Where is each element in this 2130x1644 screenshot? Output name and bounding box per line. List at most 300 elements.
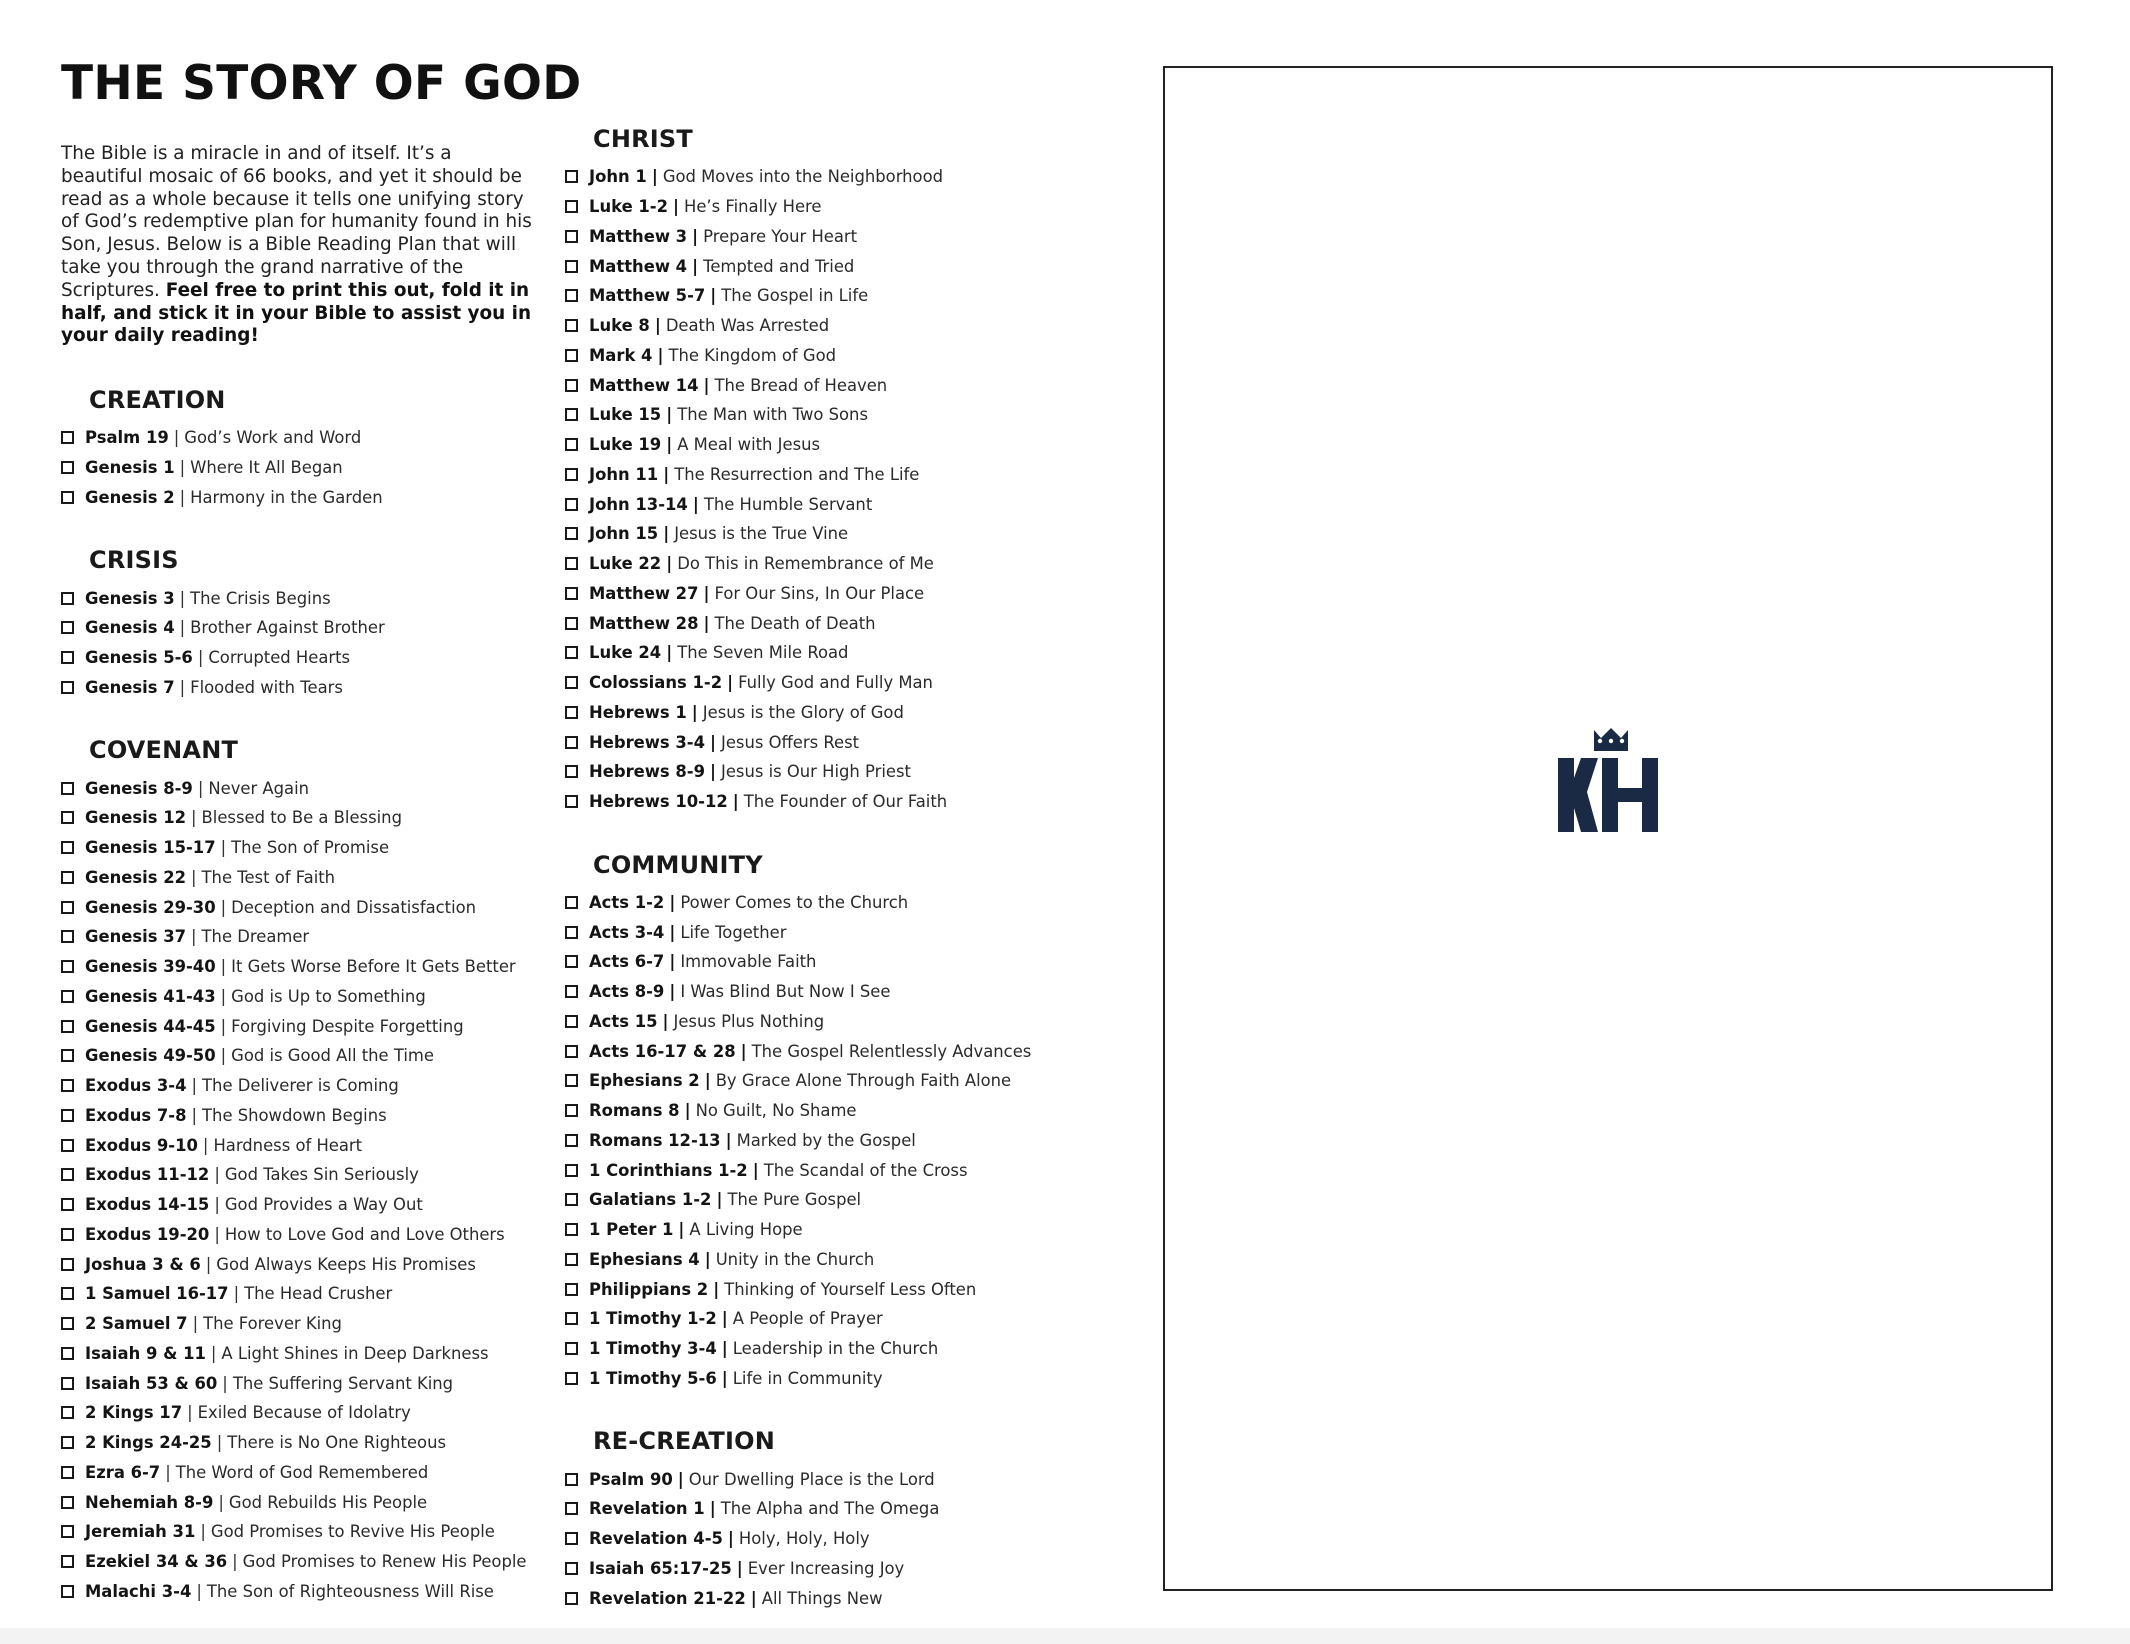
scripture-reference: Genesis 41-43 (85, 986, 216, 1006)
scripture-reference: Exodus 9-10 (85, 1135, 198, 1155)
reading-title: God Provides a Way Out (224, 1195, 423, 1215)
reading-item (565, 787, 1125, 817)
checkbox[interactable] (565, 527, 578, 540)
reading-title: The Scandal of the Cross (763, 1160, 968, 1180)
separator: | (666, 405, 673, 425)
reading-title: The Death of Death (714, 613, 876, 633)
reading-title: Exiled Because of Idolatry (197, 1403, 411, 1423)
checkbox[interactable] (61, 1079, 74, 1092)
reading-title: God is Up to Something (231, 986, 426, 1006)
reading-item (565, 1494, 1125, 1524)
scripture-reference: Genesis 4 (85, 618, 175, 638)
reading-title: The Pure Gospel (727, 1190, 862, 1210)
reading-item (61, 423, 561, 453)
reading-item (565, 341, 1125, 371)
scripture-reference: Genesis 39-40 (85, 957, 216, 977)
reading-item (565, 549, 1125, 579)
separator: | (710, 286, 717, 306)
scripture-reference: Matthew 4 (589, 256, 688, 276)
separator: | (214, 1195, 220, 1215)
checkbox[interactable] (565, 955, 578, 968)
reading-item (565, 1524, 1125, 1554)
reading-title: The Crisis Begins (190, 588, 331, 608)
separator: | (669, 892, 676, 912)
scripture-reference: Hebrews 1 (589, 702, 687, 722)
middle-reading-column (565, 122, 1125, 1613)
reading-item (565, 519, 1125, 549)
checkbox[interactable] (565, 896, 578, 909)
checkbox[interactable] (565, 1473, 578, 1486)
reading-item (565, 281, 1125, 311)
reading-item (565, 727, 1125, 757)
reading-item (61, 952, 561, 982)
scripture-reference: Genesis 1 (85, 458, 175, 478)
checkbox[interactable] (61, 1317, 74, 1330)
checkbox[interactable] (565, 706, 578, 719)
checkbox[interactable] (565, 557, 578, 570)
reading-item (61, 583, 561, 613)
reading-item (61, 1547, 561, 1577)
checkbox[interactable] (61, 431, 74, 444)
checkbox[interactable] (61, 1228, 74, 1241)
reading-title: The Man with Two Sons (677, 405, 868, 425)
reading-item (565, 1185, 1125, 1215)
separator: | (727, 673, 734, 693)
separator: | (179, 487, 186, 507)
reading-item (565, 1554, 1125, 1584)
scripture-reference: Colossians 1-2 (589, 673, 723, 693)
separator: | (218, 1492, 224, 1512)
checkbox[interactable] (61, 1258, 74, 1271)
checkbox[interactable] (565, 200, 578, 213)
separator: | (666, 554, 673, 574)
checkbox[interactable] (565, 1562, 578, 1575)
reading-title: A Meal with Jesus (677, 435, 821, 455)
separator: | (220, 957, 227, 977)
section-spacer (565, 1393, 1125, 1424)
separator: | (692, 494, 699, 514)
separator: | (678, 1220, 685, 1240)
scripture-reference: Genesis 5-6 (85, 648, 193, 668)
reading-title: Fully God and Fully Man (738, 673, 933, 693)
scripture-reference: Joshua 3 & 6 (85, 1254, 201, 1274)
reading-item (565, 1126, 1125, 1156)
checkbox[interactable] (61, 1555, 74, 1568)
reading-title: All Things New (761, 1588, 883, 1608)
scripture-reference: Acts 15 (589, 1011, 658, 1031)
checkbox[interactable] (61, 681, 74, 694)
separator: | (669, 952, 676, 972)
reading-title: Never Again (208, 778, 310, 798)
checkbox[interactable] (61, 592, 74, 605)
section-spacer (61, 512, 561, 543)
reading-title: Life in Community (732, 1368, 883, 1388)
separator: | (191, 867, 197, 887)
checkbox[interactable] (565, 1193, 578, 1206)
separator: | (179, 458, 186, 478)
checkbox[interactable] (61, 1198, 74, 1211)
scripture-reference: Romans 12-13 (589, 1130, 721, 1150)
separator: | (716, 1190, 723, 1210)
reading-title: The Dreamer (201, 927, 310, 947)
checkbox[interactable] (61, 930, 74, 943)
reading-title: The Son of Promise (231, 838, 390, 858)
separator: | (704, 1249, 711, 1269)
scripture-reference: 2 Kings 24-25 (85, 1433, 212, 1453)
scripture-reference: Philippians 2 (589, 1279, 709, 1299)
checkbox[interactable] (61, 1496, 74, 1509)
kh-logo (1556, 728, 1664, 836)
reading-title: There is No One Righteous (227, 1433, 446, 1453)
checkbox[interactable] (61, 491, 74, 504)
checkbox[interactable] (565, 1223, 578, 1236)
reading-title: Do This in Remembrance of Me (677, 554, 934, 574)
reading-item (61, 1279, 561, 1309)
section-heading-community: COMMUNITY (593, 850, 763, 879)
checkbox[interactable] (61, 1109, 74, 1122)
checkbox[interactable] (565, 736, 578, 749)
separator: | (214, 1224, 220, 1244)
separator: | (663, 524, 670, 544)
checkbox[interactable] (61, 1049, 74, 1062)
scripture-reference: 2 Kings 17 (85, 1403, 183, 1423)
separator: | (666, 643, 673, 663)
reading-item (61, 922, 561, 952)
reading-title: Corrupted Hearts (208, 648, 351, 668)
separator: | (165, 1462, 171, 1482)
scripture-reference: 1 Corinthians 1-2 (589, 1160, 748, 1180)
separator: | (709, 1499, 716, 1519)
checkbox[interactable] (565, 765, 578, 778)
checkbox[interactable] (61, 1377, 74, 1390)
separator: | (727, 1529, 734, 1549)
checkbox[interactable] (565, 676, 578, 689)
scripture-reference: Genesis 2 (85, 487, 175, 507)
checkbox[interactable] (61, 1347, 74, 1360)
reading-title: The Deliverer is Coming (202, 1076, 399, 1096)
separator: | (197, 778, 204, 798)
checkbox[interactable] (61, 811, 74, 824)
separator: | (233, 1284, 240, 1304)
reading-title: The Gospel in Life (721, 286, 869, 306)
scripture-reference: Genesis 29-30 (85, 897, 216, 917)
scripture-reference: Exodus 3-4 (85, 1076, 187, 1096)
checkbox[interactable] (565, 1134, 578, 1147)
intro-paragraph (61, 143, 536, 348)
scripture-reference: 2 Samuel 7 (85, 1314, 188, 1334)
checkbox[interactable] (61, 621, 74, 634)
separator: | (220, 1046, 227, 1066)
reading-item (565, 222, 1125, 252)
separator: | (663, 464, 670, 484)
reading-item (565, 1464, 1125, 1494)
checkbox[interactable] (61, 1436, 74, 1449)
separator: | (205, 1254, 212, 1274)
checkbox[interactable] (565, 468, 578, 481)
reading-title: He’s Finally Here (684, 197, 822, 217)
checkbox[interactable] (565, 1502, 578, 1515)
separator: | (196, 1581, 202, 1601)
reading-item (565, 1583, 1125, 1613)
checkbox[interactable] (565, 319, 578, 332)
checkbox[interactable] (61, 1287, 74, 1300)
scripture-reference: Revelation 1 (589, 1499, 705, 1519)
reading-title: The Alpha and The Omega (720, 1499, 940, 1519)
separator: | (654, 316, 661, 336)
reading-item (565, 698, 1125, 728)
separator: | (750, 1588, 757, 1608)
reading-title: Prepare Your Heart (703, 226, 858, 246)
separator: | (191, 808, 197, 828)
scripture-reference: 1 Peter 1 (589, 1220, 674, 1240)
checkbox[interactable] (565, 1342, 578, 1355)
reading-title: The Head Crusher (244, 1284, 393, 1304)
reading-item (565, 1245, 1125, 1275)
reading-title: Jesus is the Glory of God (702, 702, 904, 722)
checkbox[interactable] (565, 1074, 578, 1087)
scripture-reference: Ezekiel 34 & 36 (85, 1552, 228, 1572)
scripture-reference: 1 Samuel 16-17 (85, 1284, 229, 1304)
crown-icon (1594, 728, 1628, 751)
checkbox[interactable] (565, 498, 578, 511)
checkbox[interactable] (61, 461, 74, 474)
checkbox[interactable] (565, 1015, 578, 1028)
reading-item (61, 1041, 561, 1071)
checkbox[interactable] (565, 438, 578, 451)
separator: | (232, 1552, 238, 1572)
checkbox[interactable] (565, 985, 578, 998)
separator: | (703, 613, 710, 633)
checkbox[interactable] (565, 646, 578, 659)
reading-title: Hardness of Heart (213, 1135, 363, 1155)
reading-title: Marked by the Gospel (736, 1130, 916, 1150)
reading-item (565, 888, 1125, 918)
scripture-reference: Genesis 49-50 (85, 1046, 216, 1066)
intro-bold-text: Feel free to print this out, fold it in half, and stick it in your Bible to assist you in your daily reading! (61, 279, 532, 347)
reading-title: Jesus is the True Vine (674, 524, 849, 544)
reading-item (565, 668, 1125, 698)
reading-item (61, 1339, 561, 1369)
scripture-reference: Galatians 1-2 (589, 1190, 712, 1210)
reading-title: Brother Against Brother (190, 618, 385, 638)
checkbox[interactable] (565, 230, 578, 243)
reading-title: God Promises to Revive His People (210, 1522, 495, 1542)
reading-item (61, 773, 561, 803)
reading-title: God’s Work and Word (184, 428, 362, 448)
separator: | (179, 588, 186, 608)
scripture-reference: John 15 (589, 524, 659, 544)
kh-letters (1558, 758, 1658, 832)
separator: | (179, 677, 186, 697)
reading-title: How to Love God and Love Others (224, 1224, 505, 1244)
scripture-reference: Genesis 8-9 (85, 778, 193, 798)
reading-title: Our Dwelling Place is the Lord (688, 1469, 935, 1489)
section-heading-crisis: CRISIS (89, 546, 179, 575)
reading-item (565, 947, 1125, 977)
reading-title: Leadership in the Church (732, 1339, 939, 1359)
reading-item (61, 1220, 561, 1250)
scripture-reference: John 13-14 (589, 494, 688, 514)
separator: | (191, 1105, 198, 1125)
separator: | (721, 1368, 728, 1388)
checkbox[interactable] (565, 1592, 578, 1605)
reading-title: The Forever King (203, 1314, 342, 1334)
page-title: THE STORY OF GOD (61, 56, 582, 111)
scripture-reference: Genesis 15-17 (85, 838, 216, 858)
separator: | (692, 256, 699, 276)
reading-item (61, 1011, 561, 1041)
reading-item (61, 1517, 561, 1547)
scripture-reference: Genesis 3 (85, 588, 175, 608)
reading-title: God Promises to Renew His People (242, 1552, 527, 1572)
checkbox[interactable] (61, 651, 74, 664)
checkbox[interactable] (61, 871, 74, 884)
checkbox[interactable] (61, 1020, 74, 1033)
checkbox[interactable] (61, 990, 74, 1003)
reading-item (565, 1304, 1125, 1334)
reading-title: Blessed to Be a Blessing (201, 808, 402, 828)
checkbox[interactable] (565, 587, 578, 600)
section-heading-christ: CHRIST (593, 125, 693, 153)
reading-item (565, 579, 1125, 609)
checkbox[interactable] (61, 1168, 74, 1181)
reading-item (565, 917, 1125, 947)
separator: | (673, 197, 680, 217)
reading-title: Ever Increasing Joy (747, 1558, 905, 1578)
reading-item (565, 1036, 1125, 1066)
checkbox[interactable] (565, 1104, 578, 1117)
reading-title: The Gospel Relentlessly Advances (751, 1041, 1032, 1061)
checkbox[interactable] (565, 170, 578, 183)
scripture-reference: Matthew 3 (589, 226, 688, 246)
reading-item (61, 1577, 561, 1607)
scripture-reference: Acts 1-2 (589, 892, 665, 912)
checkbox[interactable] (565, 1532, 578, 1545)
section-heading-covenant: COVENANT (89, 736, 239, 765)
reading-item (565, 1364, 1125, 1394)
reading-item (565, 311, 1125, 341)
separator: | (691, 702, 698, 722)
separator: | (666, 435, 673, 455)
reading-item (565, 460, 1125, 490)
checkbox[interactable] (565, 1164, 578, 1177)
reading-title: Unity in the Church (715, 1249, 875, 1269)
checkbox[interactable] (565, 926, 578, 939)
scripture-reference: Hebrews 8-9 (589, 762, 705, 782)
reading-title: For Our Sins, In Our Place (714, 583, 925, 603)
checkbox[interactable] (565, 379, 578, 392)
reading-item (61, 1368, 561, 1398)
scripture-reference: Mark 4 (589, 345, 653, 365)
scripture-reference: Jeremiah 31 (85, 1522, 196, 1542)
reading-title: God is Good All the Time (231, 1046, 434, 1066)
checkbox[interactable] (61, 1466, 74, 1479)
checkbox[interactable] (61, 1139, 74, 1152)
checkbox[interactable] (61, 1525, 74, 1538)
reading-item (61, 1458, 561, 1488)
separator: | (721, 1339, 728, 1359)
checkbox[interactable] (565, 260, 578, 273)
reading-title: Forgiving Despite Forgetting (231, 1016, 464, 1036)
scripture-reference: Luke 1-2 (589, 197, 669, 217)
separator: | (736, 1558, 743, 1578)
reading-item (565, 1334, 1125, 1364)
scripture-reference: Isaiah 9 & 11 (85, 1343, 206, 1363)
separator: | (669, 922, 676, 942)
checkbox[interactable] (565, 408, 578, 421)
separator: | (752, 1160, 759, 1180)
scripture-reference: Revelation 21-22 (589, 1588, 746, 1608)
checkbox[interactable] (61, 841, 74, 854)
scripture-reference: Acts 6-7 (589, 952, 665, 972)
reading-item (61, 673, 561, 703)
reading-item (565, 489, 1125, 519)
checkbox[interactable] (61, 782, 74, 795)
checkbox[interactable] (565, 617, 578, 630)
separator: | (713, 1279, 720, 1299)
separator: | (197, 648, 204, 668)
checkbox[interactable] (565, 349, 578, 362)
scripture-reference: 1 Timothy 1-2 (589, 1309, 717, 1329)
reading-title: Jesus Plus Nothing (673, 1011, 825, 1031)
reading-item (565, 757, 1125, 787)
scripture-reference: Luke 15 (589, 405, 662, 425)
separator: | (740, 1041, 747, 1061)
scripture-reference: Luke 24 (589, 643, 662, 663)
scripture-reference: Luke 19 (589, 435, 662, 455)
section-spacer (565, 817, 1125, 848)
scripture-reference: Romans 8 (589, 1101, 680, 1121)
separator: | (692, 226, 699, 246)
section-heading-re-creation: RE-CREATION (593, 1427, 776, 1456)
reading-title: Harmony in the Garden (190, 487, 383, 507)
scripture-reference: 1 Timothy 3-4 (589, 1339, 717, 1359)
separator: | (669, 982, 676, 1002)
separator: | (703, 375, 710, 395)
reading-title: Deception and Dissatisfaction (231, 897, 477, 917)
checkbox[interactable] (565, 1283, 578, 1296)
separator: | (220, 986, 227, 1006)
checkbox[interactable] (565, 1312, 578, 1325)
intro-text: The Bible is a miracle in and of itself. It’s a beautiful mosaic of 66 books, and yet it should be read as a whole because it tells one unifying story of God’s redemptive plan for humanity found in his Son, Jesus. Below is a Bible Reading Plan that will take you through the grand narrative of the Scriptures. (61, 143, 532, 301)
separator: | (662, 1011, 669, 1031)
reading-item (61, 1071, 561, 1101)
reading-item (61, 1398, 561, 1428)
separator: | (220, 838, 227, 858)
checkbox[interactable] (565, 289, 578, 302)
checkbox[interactable] (61, 960, 74, 973)
reading-title: Life Together (680, 922, 787, 942)
reading-item (61, 1428, 561, 1458)
reading-item (565, 251, 1125, 281)
checkbox[interactable] (61, 1585, 74, 1598)
scripture-reference: Isaiah 65:17-25 (589, 1558, 732, 1578)
checkbox[interactable] (61, 901, 74, 914)
reading-title: The Resurrection and The Life (674, 464, 920, 484)
scripture-reference: Exodus 7-8 (85, 1105, 187, 1125)
reading-title: A People of Prayer (732, 1309, 883, 1329)
reading-title: A Living Hope (689, 1220, 803, 1240)
reading-item (61, 982, 561, 1012)
checkbox[interactable] (565, 1372, 578, 1385)
reading-item (565, 1155, 1125, 1185)
checkbox[interactable] (565, 795, 578, 808)
checkbox[interactable] (61, 1406, 74, 1419)
checkbox[interactable] (565, 1045, 578, 1058)
checkbox[interactable] (565, 1253, 578, 1266)
page-bottom-edge (0, 1628, 2130, 1644)
reading-title: The Test of Faith (201, 867, 336, 887)
